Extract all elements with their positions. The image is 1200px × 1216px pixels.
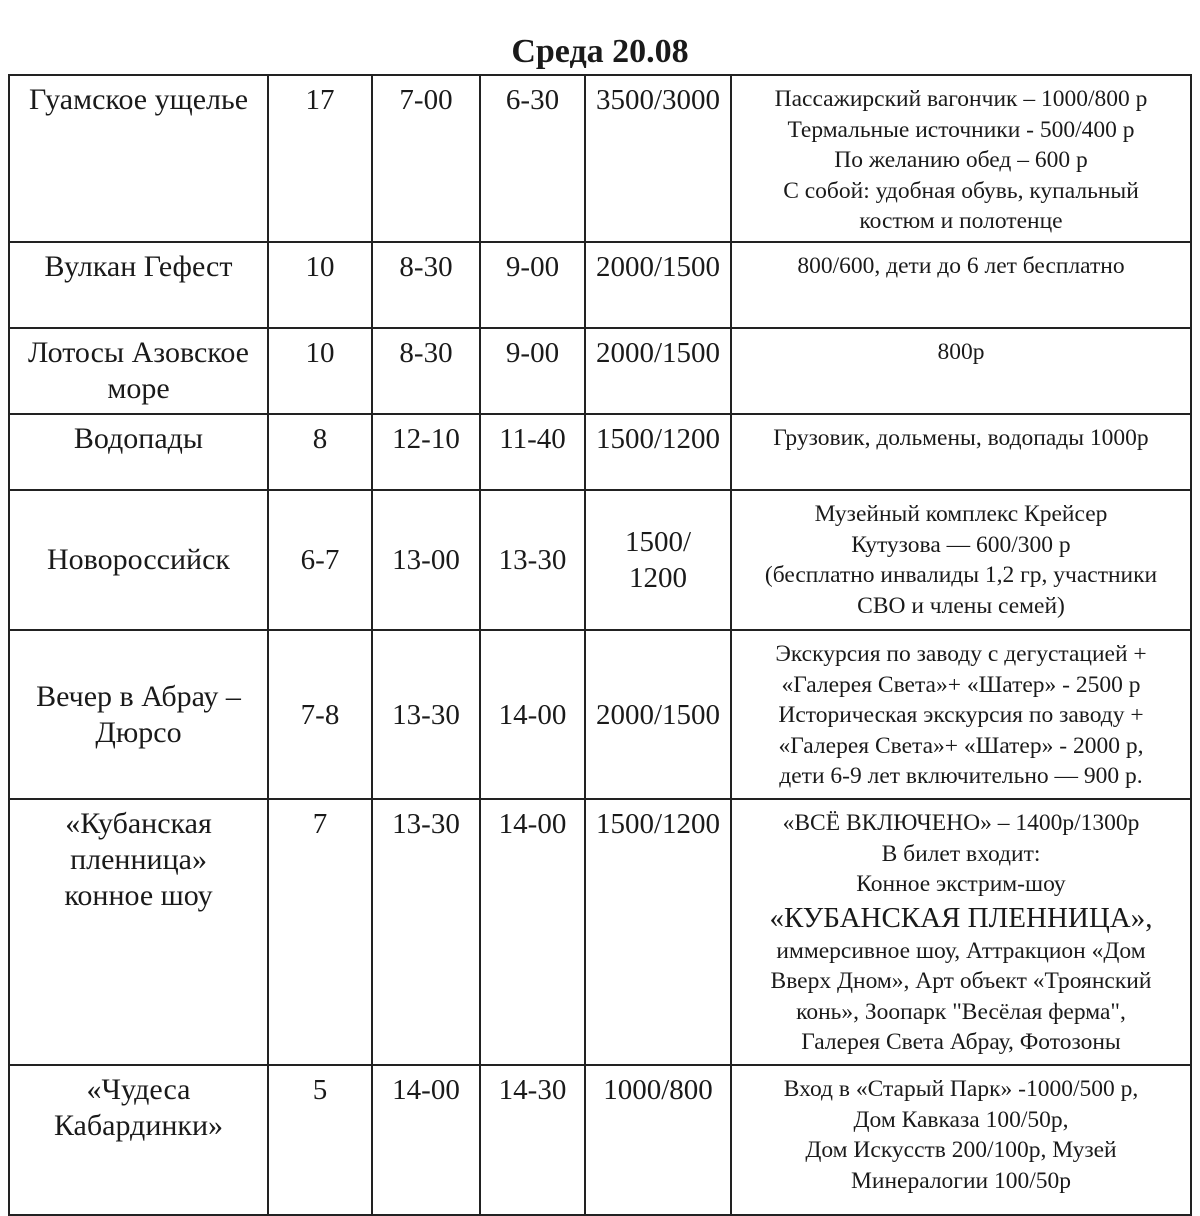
text-line: 2000/1500 (595, 251, 721, 283)
text-line: 1200 (629, 562, 687, 594)
notes-cell (731, 414, 1191, 490)
excursion-name-cell (9, 242, 268, 328)
text-line: Музейный комплекс Крейсер (814, 501, 1108, 527)
col2-cell: 5 (268, 1065, 372, 1215)
text-line: конное шоу (64, 879, 213, 912)
page-title: Среда 20.08 (511, 33, 689, 70)
text-line: 3500/3000 (595, 84, 721, 116)
text-line: 2000/1500 (595, 337, 721, 369)
text-line: 2000/1500 (595, 698, 721, 731)
excursion-name-cell (9, 75, 268, 242)
col3-cell: 13-30 (372, 630, 480, 799)
col2-cell: 10 (268, 328, 372, 414)
notes-cell (731, 1065, 1191, 1215)
text-line: По желанию обед – 600 р (834, 147, 1088, 173)
price-cell (585, 414, 731, 490)
notes-cell (731, 630, 1191, 799)
col4-cell: 6-30 (480, 75, 585, 242)
text-line: СВО и члены семей) (857, 592, 1065, 619)
col4-cell: 11-40 (480, 414, 585, 490)
price-cell (585, 1065, 731, 1215)
price-cell (585, 75, 731, 242)
excursion-name-cell (9, 414, 268, 490)
text-line: С собой: удобная обувь, купальный (783, 177, 1139, 204)
table-row (9, 799, 1191, 1065)
text-line: «ВСЁ ВКЛЮЧЕНО» – 1400р/1300р (782, 810, 1140, 836)
col3-cell: 8-30 (372, 328, 480, 414)
text-line: 1500/1200 (595, 423, 721, 455)
text-line: море (107, 372, 170, 405)
col3-cell: 13-30 (372, 799, 480, 1065)
col2-cell: 10 (268, 242, 372, 328)
col4-cell: 14-30 (480, 1065, 585, 1215)
table-row (9, 1065, 1191, 1215)
notes-cell (731, 490, 1191, 630)
excursion-name-cell (9, 490, 268, 630)
text-line: иммерсивное шоу, Аттракцион «Дом (776, 937, 1146, 964)
text-line: Кутузова — 600/300 р (851, 531, 1071, 558)
text-line: Вверх Дном», Арт объект «Троянский (770, 968, 1152, 994)
text-line: Вход в «Старый Парк» -1000/500 р, (783, 1076, 1139, 1102)
col3-cell: 8-30 (372, 242, 480, 328)
col3-cell: 12-10 (372, 414, 480, 490)
col3-cell: 13-00 (372, 490, 480, 630)
notes-cell (731, 328, 1191, 414)
table-row (9, 328, 1191, 414)
text-line: «Галерея Света»+ «Шатер» - 2000 р, (778, 732, 1144, 759)
text-line: Дом Кавказа 100/50р, (853, 1106, 1069, 1133)
text-line: Водопады (73, 422, 204, 455)
text-line: Гуамское ущелье (28, 83, 249, 116)
text-line: Экскурсия по заводу с дегустацией + (775, 641, 1147, 667)
text-line: конь», Зоопарк "Весёлая ферма", (796, 998, 1126, 1025)
text-line: Новороссийск (46, 543, 230, 576)
text-line: «КУБАНСКАЯ ПЛЕННИЦА», (769, 901, 1153, 934)
excursion-name-cell (9, 630, 268, 799)
col4-cell: 14-00 (480, 799, 585, 1065)
col4-cell: 9-00 (480, 242, 585, 328)
text-line: Грузовик, дольмены, водопады 1000р (773, 425, 1149, 451)
text-line: Историческая экскурсия по заводу + (778, 702, 1144, 728)
text-line: Минералогии 100/50р (850, 1167, 1072, 1194)
text-line: (бесплатно инвалиды 1,2 гр, участники (764, 562, 1158, 588)
price-cell (585, 490, 731, 630)
table-row (9, 242, 1191, 328)
price-cell (585, 799, 731, 1065)
col2-cell: 17 (268, 75, 372, 242)
notes-cell (731, 242, 1191, 328)
text-line: 1500/1200 (595, 808, 721, 840)
text-line: 1500/ (624, 526, 692, 558)
excursion-name-cell (9, 799, 268, 1065)
price-cell (585, 242, 731, 328)
text-line: «Кубанская (65, 807, 212, 840)
col2-cell: 7-8 (268, 630, 372, 799)
text-line: Термальные источники - 500/400 р (787, 116, 1135, 143)
text-line: «Чудеса (86, 1073, 191, 1106)
notes-cell (731, 75, 1191, 242)
text-line: 800/600, дети до 6 лет бесплатно (797, 253, 1125, 279)
col3-cell: 7-00 (372, 75, 480, 242)
excursion-name-cell (9, 1065, 268, 1215)
col4-cell: 9-00 (480, 328, 585, 414)
col2-cell: 7 (268, 799, 372, 1065)
price-cell (585, 630, 731, 799)
table-row (9, 490, 1191, 630)
text-line: 1000/800 (603, 1074, 713, 1106)
text-line: Вулкан Гефест (44, 250, 233, 283)
col2-cell: 8 (268, 414, 372, 490)
text-line: Кабардинки» (53, 1109, 224, 1142)
price-cell (585, 328, 731, 414)
text-line: Пассажирский вагончик – 1000/800 р (774, 86, 1148, 112)
table-row (9, 75, 1191, 242)
text-line: Лотосы Азовское (27, 336, 249, 369)
text-line: костюм и полотенце (859, 208, 1063, 234)
text-line: Дюрсо (95, 715, 182, 749)
text-line: 800р (937, 339, 985, 365)
text-line: пленница» (70, 843, 207, 876)
text-line: Вечер в Абрау – (36, 679, 241, 713)
table-row (9, 414, 1191, 490)
text-line: дети 6-9 лет включительно — 900 р. (779, 763, 1143, 789)
col3-cell: 14-00 (372, 1065, 480, 1215)
col4-cell: 14-00 (480, 630, 585, 799)
text-line: Галерея Света Абрау, Фотозоны (801, 1029, 1121, 1055)
col4-cell: 13-30 (480, 490, 585, 630)
text-line: В билет входит: (881, 840, 1041, 867)
table-row (9, 630, 1191, 799)
col2-cell: 6-7 (268, 490, 372, 630)
text-line: Конное экстрим-шоу (856, 871, 1066, 897)
excursion-schedule-table (8, 74, 1192, 1216)
notes-cell (731, 799, 1191, 1065)
text-line: Дом Искусств 200/100р, Музей (805, 1137, 1117, 1163)
text-line: «Галерея Света»+ «Шатер» - 2500 р (781, 671, 1141, 698)
excursion-name-cell (9, 328, 268, 414)
